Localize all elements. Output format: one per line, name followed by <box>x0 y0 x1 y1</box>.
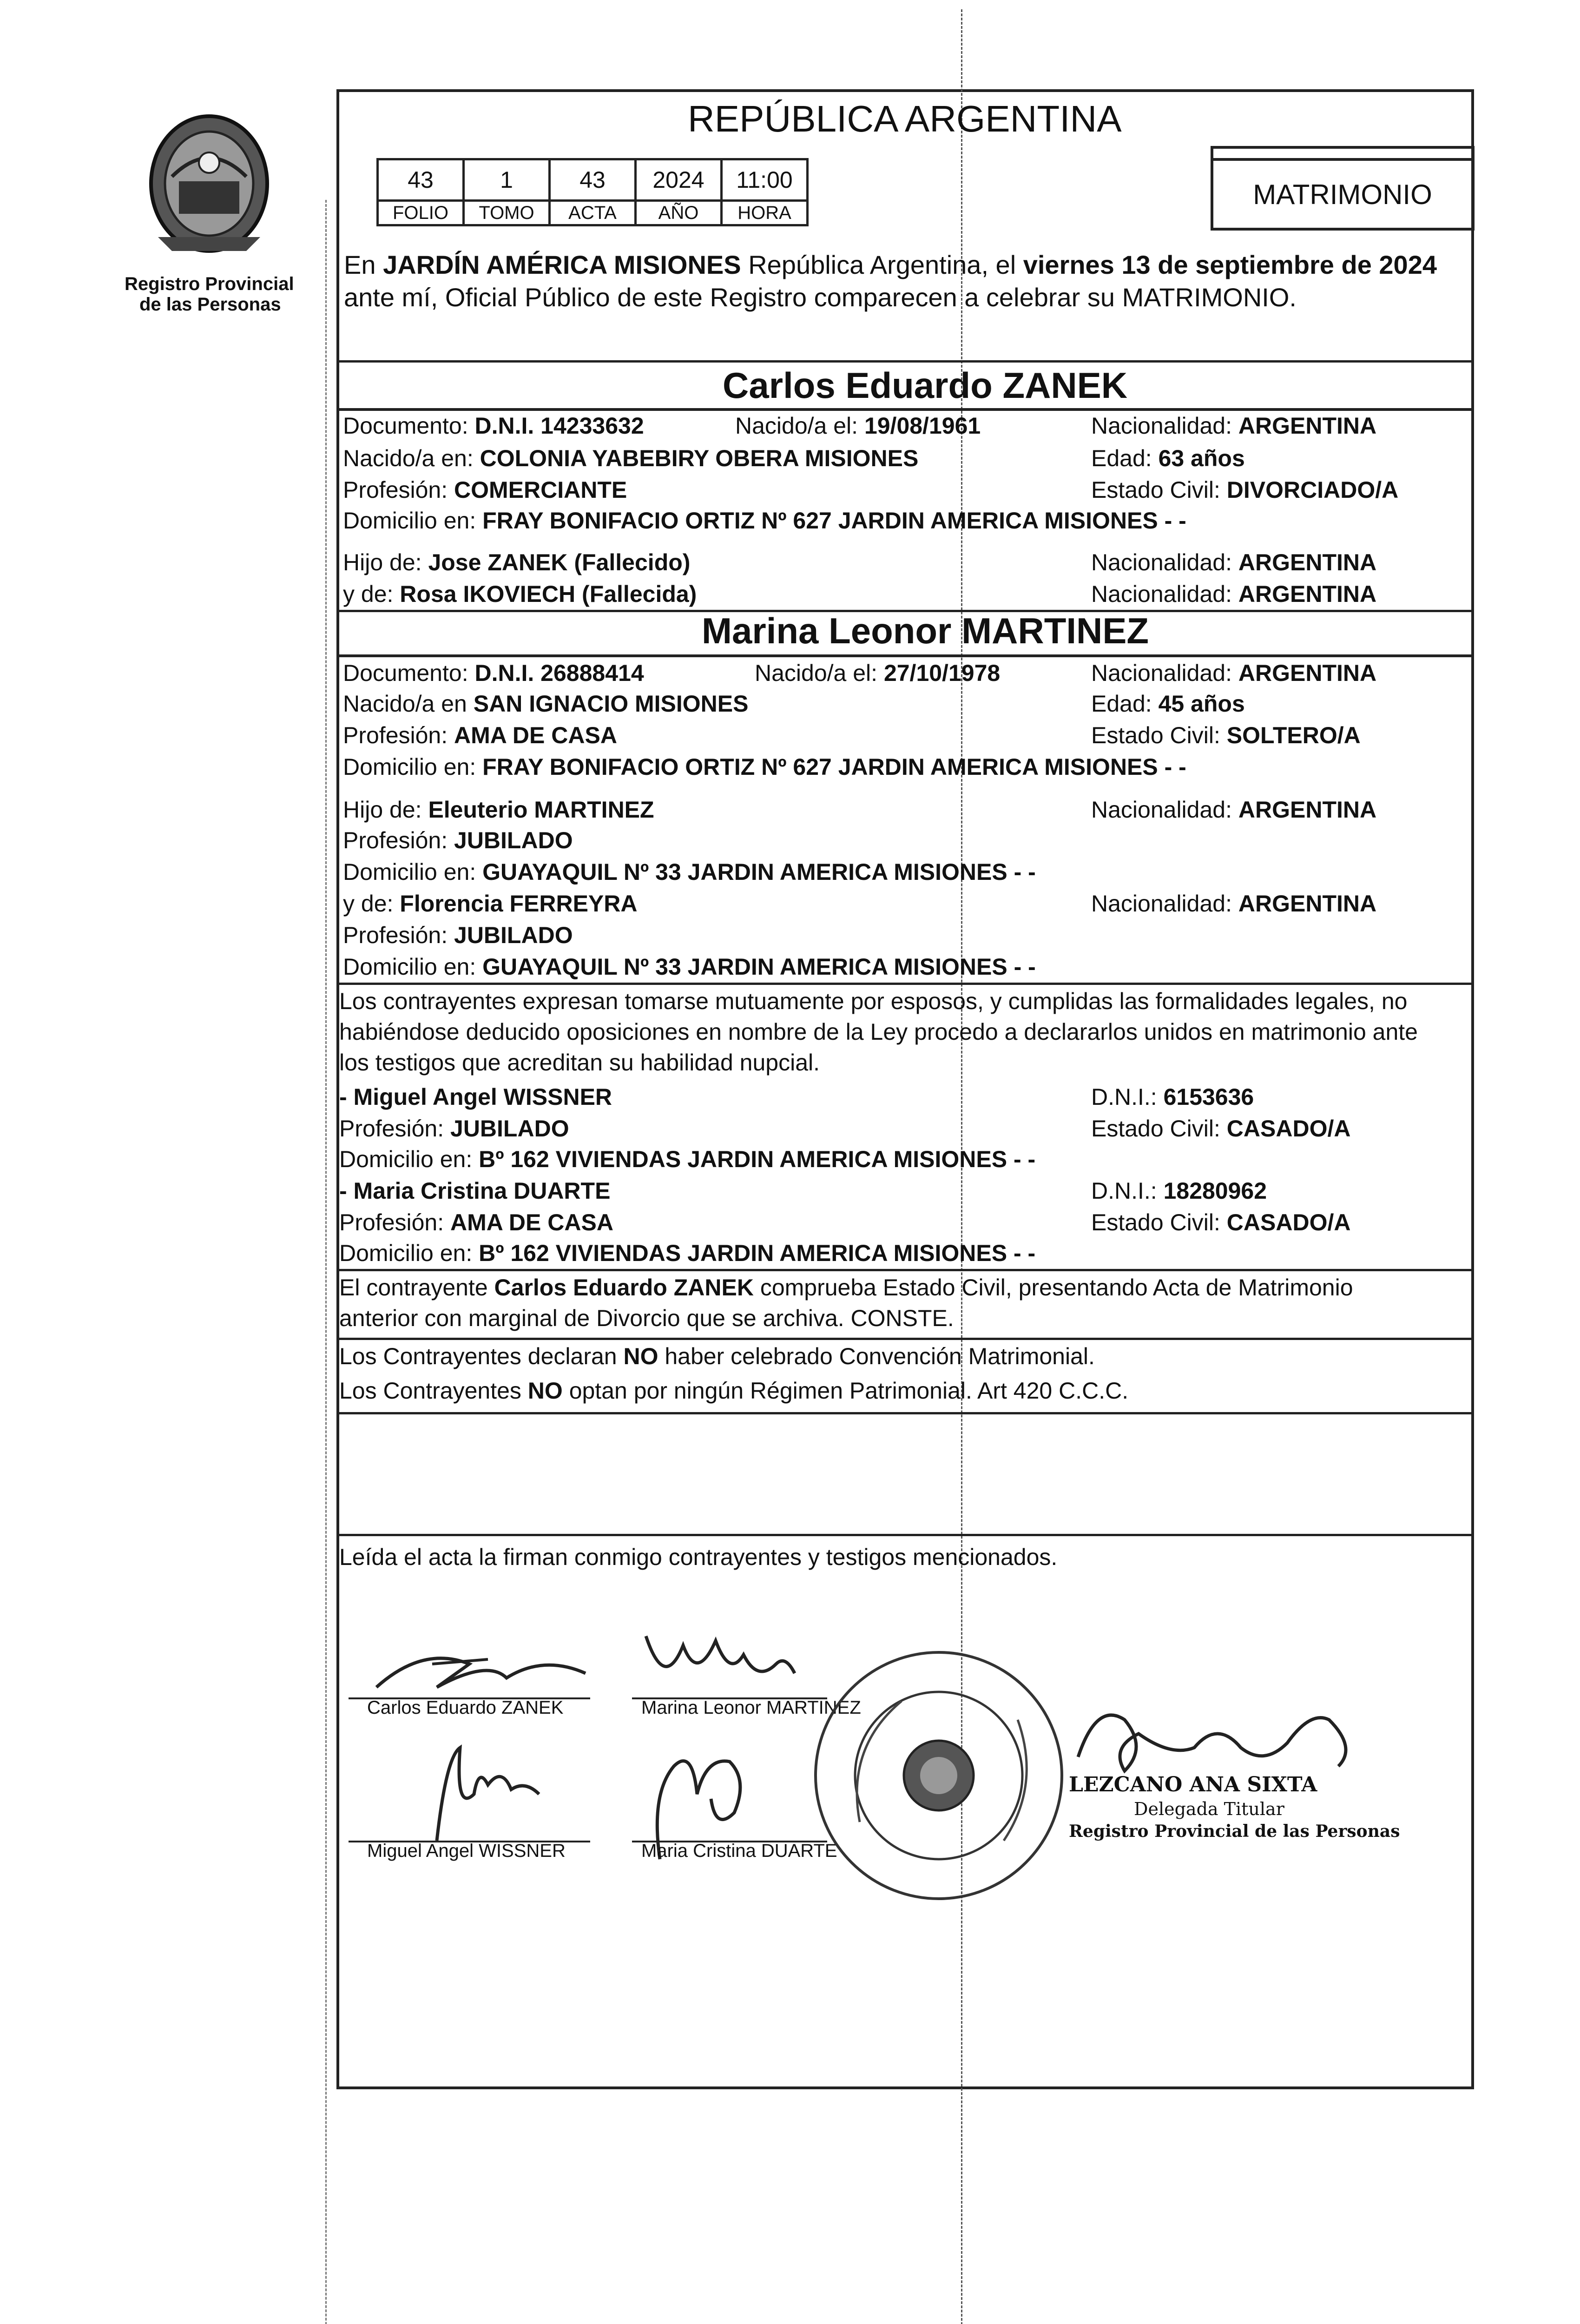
bride-address: Domicilio en: FRAY BONIFACIO ORTIZ Nº 627 JARDIN AMERICA MISIONES - - <box>343 754 1186 780</box>
bride-father: Hijo de: Eleuterio MARTINEZ <box>343 797 654 823</box>
registry-label-1: Registro Provincial <box>125 274 294 294</box>
divider <box>336 1412 1474 1414</box>
official-name: LEZCANO ANA SIXTA <box>1069 1773 1317 1796</box>
witness1-signature-icon <box>409 1738 567 1850</box>
divider <box>336 360 1474 363</box>
divider <box>336 1269 1474 1271</box>
tomo-label: TOMO <box>464 201 550 225</box>
ano-value: 2024 <box>636 159 722 201</box>
convention-note: Los Contrayentes declaran NO haber celebrado Convención Matrimonial. <box>339 1343 1095 1369</box>
official-role: Delegada Titular <box>1134 1799 1284 1819</box>
reference-table <box>376 158 809 226</box>
witness-2-addr: Domicilio en: Bº 162 VIVIENDAS JARDIN AMERICA MISIONES - - <box>339 1240 1036 1266</box>
country-title: REPÚBLICA ARGENTINA <box>688 98 1122 139</box>
groom-name: Carlos Eduardo ZANEK <box>723 365 1128 406</box>
witness2-signature-name: Maria Cristina DUARTE <box>641 1841 837 1861</box>
declaration-line-1: Los contrayentes expresan tomarse mutuamente por esposos, y cumplidas las formalidades legales, no <box>339 988 1408 1014</box>
witness-2-prof: Profesión: AMA DE CASA <box>339 1209 613 1235</box>
regime-note: Los Contrayentes NO optan por ningún Régimen Patrimonial. Art 420 C.C.C. <box>339 1378 1129 1404</box>
divider <box>336 654 1474 657</box>
official-org: Registro Provincial de las Personas <box>1069 1822 1400 1841</box>
bride-father-nat: Nacionalidad: ARGENTINA <box>1091 797 1377 823</box>
groom-father-nat: Nacionalidad: ARGENTINA <box>1091 549 1377 575</box>
groom-nat: Nacionalidad: ARGENTINA <box>1091 413 1377 439</box>
intro-line-2: ante mí, Oficial Público de este Registro comparecen a celebrar su MATRIMONIO. <box>344 283 1297 312</box>
folio-label: FOLIO <box>378 201 464 225</box>
groom-born-on: Nacido/a el: 19/08/1961 <box>735 413 981 439</box>
witness-1-name: - Miguel Angel WISSNER <box>339 1084 612 1110</box>
groom-father: Hijo de: Jose ZANEK (Fallecido) <box>343 549 691 575</box>
witness1-signature-name: Miguel Angel WISSNER <box>367 1841 566 1861</box>
groom-civil: Estado Civil: DIVORCIADO/A <box>1091 477 1399 503</box>
folio-value: 43 <box>378 159 464 201</box>
witness-1-prof: Profesión: JUBILADO <box>339 1116 569 1142</box>
groom-doc: Documento: D.N.I. 14233632 <box>343 413 644 439</box>
divider <box>336 408 1474 411</box>
bride-father-addr: Domicilio en: GUAYAQUIL Nº 33 JARDIN AMERICA MISIONES - - <box>343 859 1036 885</box>
bride-name: Marina Leonor MARTINEZ <box>702 610 1149 651</box>
groom-mother: y de: Rosa IKOVIECH (Fallecida) <box>343 581 697 607</box>
bride-father-prof: Profesión: JUBILADO <box>343 827 573 853</box>
bride-civil: Estado Civil: SOLTERO/A <box>1091 722 1361 748</box>
acta-value: 43 <box>550 159 636 201</box>
bride-born-on: Nacido/a el: 27/10/1978 <box>755 660 1001 686</box>
tomo-value: 1 <box>464 159 550 201</box>
document-type: MATRIMONIO <box>1253 178 1432 210</box>
bride-mother-prof: Profesión: JUBILADO <box>343 922 573 948</box>
civil-status-note-1: El contrayente Carlos Eduardo ZANEK comprueba Estado Civil, presentando Acta de Matrimonio <box>339 1274 1353 1301</box>
witness-2-name: - Maria Cristina DUARTE <box>339 1178 611 1204</box>
bride-age: Edad: 45 años <box>1091 691 1245 717</box>
bride-mother-nat: Nacionalidad: ARGENTINA <box>1091 891 1377 917</box>
groom-mother-nat: Nacionalidad: ARGENTINA <box>1091 581 1377 607</box>
official-round-stamp-icon <box>809 1645 1069 1906</box>
groom-prof: Profesión: COMERCIANTE <box>343 477 627 503</box>
acta-label: ACTA <box>550 201 636 225</box>
intro-line-1: En JARDÍN AMÉRICA MISIONES República Argentina, el viernes 13 de septiembre de 2024 <box>344 250 1437 279</box>
hora-label: HORA <box>722 201 808 225</box>
groom-born-in: Nacido/a en: COLONIA YABEBIRY OBERA MISIONES <box>343 445 919 471</box>
bride-born-in: Nacido/a en SAN IGNACIO MISIONES <box>343 691 749 717</box>
bride-mother: y de: Florencia FERREYRA <box>343 891 638 917</box>
witness-1-addr: Domicilio en: Bº 162 VIVIENDAS JARDIN AMERICA MISIONES - - <box>339 1146 1036 1172</box>
civil-status-note-2: anterior con marginal de Divorcio que se archiva. CONSTE. <box>339 1305 954 1331</box>
closing-text: Leída el acta la firman conmigo contrayentes y testigos mencionados. <box>339 1544 1058 1570</box>
bride-prof: Profesión: AMA DE CASA <box>343 722 617 748</box>
groom-signature-icon <box>367 1636 599 1701</box>
document-type-box <box>1211 158 1475 231</box>
bride-signature-name: Marina Leonor MARTINEZ <box>641 1697 861 1718</box>
ano-label: AÑO <box>636 201 722 225</box>
left-margin-line <box>325 200 327 2324</box>
bride-nat: Nacionalidad: ARGENTINA <box>1091 660 1377 686</box>
hora-value: 11:00 <box>722 159 808 201</box>
declaration-line-2: habiéndose deducido oposiciones en nombre de la Ley procedo a declararlos unidos en matrimonio ante <box>339 1019 1418 1045</box>
groom-age: Edad: 63 años <box>1091 445 1245 471</box>
provincial-seal-icon <box>139 112 279 260</box>
witness-2-dni: D.N.I.: 18280962 <box>1091 1178 1267 1204</box>
witness-1-dni: D.N.I.: 6153636 <box>1091 1084 1254 1110</box>
divider <box>336 983 1474 985</box>
bride-doc: Documento: D.N.I. 26888414 <box>343 660 644 686</box>
groom-address: Domicilio en: FRAY BONIFACIO ORTIZ Nº 627 JARDIN AMERICA MISIONES - - <box>343 508 1186 534</box>
groom-signature-name: Carlos Eduardo ZANEK <box>367 1697 564 1718</box>
registry-label-2: de las Personas <box>139 294 281 315</box>
witness-2-civil: Estado Civil: CASADO/A <box>1091 1209 1351 1235</box>
bride-signature-icon <box>637 1627 804 1701</box>
bride-mother-addr: Domicilio en: GUAYAQUIL Nº 33 JARDIN AMERICA MISIONES - - <box>343 954 1036 980</box>
divider <box>336 1338 1474 1340</box>
declaration-line-3: los testigos que acreditan su habilidad nupcial. <box>339 1050 820 1076</box>
witness-1-civil: Estado Civil: CASADO/A <box>1091 1116 1351 1142</box>
divider <box>336 1534 1474 1536</box>
